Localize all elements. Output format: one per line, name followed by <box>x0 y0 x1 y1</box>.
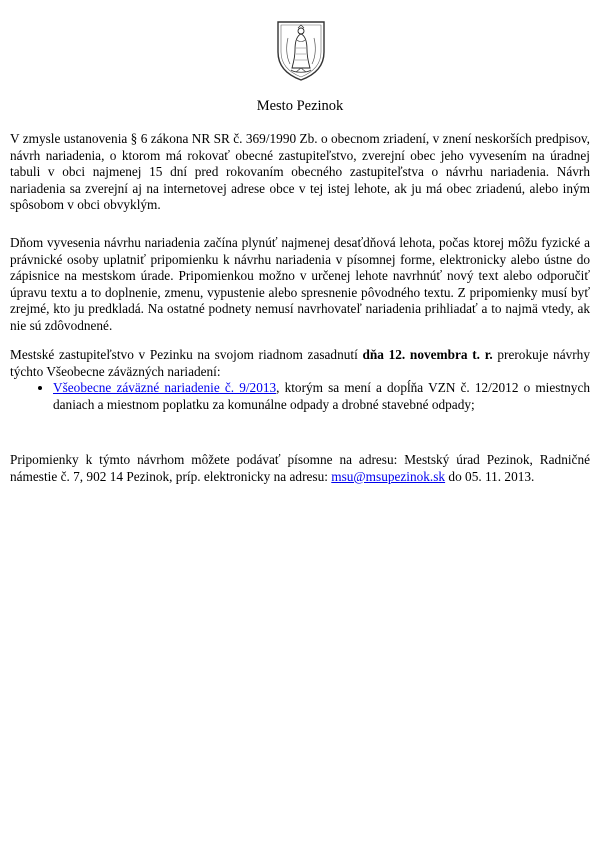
meeting-intro-tail: prerokuje návrhy týchto Všeobecne záväzných nariadení: <box>10 347 590 379</box>
meeting-date: dňa 12. novembra t. r. <box>362 347 493 362</box>
contact-text: Pripomienky k týmto návrhom môžete podávať písomne na adresu: Mestský úrad Pezinok, Radničné námestie č. 7, 902 14 Pezinok, príp. elektronicky na adresu: <box>10 452 590 484</box>
comment-period-paragraph: Dňom vyvesenia návrhu nariadenia začína plynúť najmenej desaťdňová lehota, počas ktorej môžu fyzické a právnické osoby uplatniť pripomienku k návrhu nariadenia v písomnej forme, elektronicky alebo ústne do zápisnice na mestskom úrade. Pripomienkou možno v určenej lehote navrhnúť nový text alebo odporučiť úpravu textu a to doplnenie, zmenu, vypustenie alebo spresnenie pôvodného textu. Z pripomienky musí byť zrejmé, kto ju predkladá. Na ostatné podnety nemusí navrhovateľ nariadenia prihliadať a to najmä vtedy, ak nie sú zdôvodnené. <box>10 235 590 333</box>
regulation-link[interactable]: Všeobecne záväzné nariadenie č. 9/2013 <box>53 380 277 396</box>
coat-of-arms-madonna-icon <box>274 18 328 82</box>
contact-paragraph <box>10 452 590 485</box>
email-link[interactable]: msu@msupezinok.sk <box>331 468 446 484</box>
regulation-list <box>10 380 590 413</box>
regulation-description: , ktorým sa mení a dopĺňa VZN č. 12/2012 o miestnych daniach a miestnom poplatku za komunálne odpady a drobné stavebné odpady; <box>53 380 590 412</box>
council-meeting-paragraph <box>10 347 590 413</box>
deadline-text: do 05. 11. 2013. <box>445 468 535 484</box>
meeting-intro-text: Mestské zastupiteľstvo v Pezinku na svojom riadnom zasadnutí <box>10 347 363 362</box>
page-title: Mesto Pezinok <box>256 98 344 114</box>
list-item <box>53 380 590 413</box>
legal-basis-paragraph: V zmysle ustanovenia § 6 zákona NR SR č. 369/1990 Zb. o obecnom zriadení, v znení neskorších predpisov, návrh nariadenia, o ktorom má rokovať obecné zastupiteľstvo, zverejní obec jeho vyvesením na úradnej tabuli v obci najmenej 15 dní pred rokovaním obecného zastupiteľstva o návrhu nariadenia. Návrh nariadenia sa zverejní aj na internetovej adrese obce v tej istej lehote, ak ju má obec zriadenú, alebo iným spôsobom v obci obvyklým. <box>10 131 590 213</box>
